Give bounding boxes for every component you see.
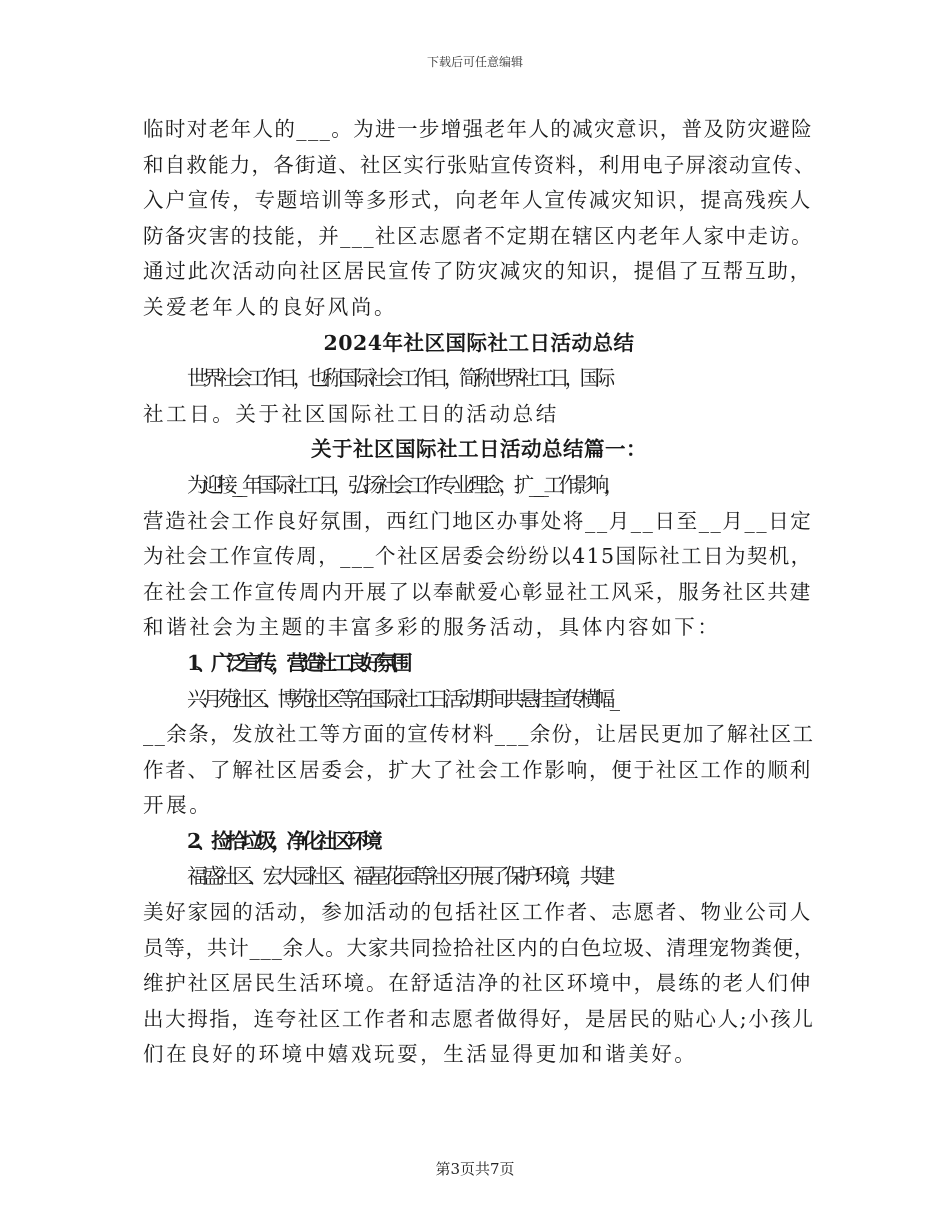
body-line: 员等，共计___余人。大家共同捡拾社区内的白色垃圾、清理宠物粪便， <box>143 935 816 960</box>
body-line: 福盛社区、宏大园社区、福星花园等社区开展了保护环境，共建 <box>187 864 610 889</box>
body-line: 作者、了解社区居委会，扩大了社会工作影响，便于社区工作的顺利 <box>143 757 812 782</box>
subheading: 1、广泛宣传，营造社工良好氛围 <box>187 650 408 675</box>
body-line: 和自救能力，各街道、社区实行张贴宣传资料，利用电子屏滚动宣传、 <box>143 152 816 177</box>
body-line: 世界社会工作日，也称国际社会工作日，简称世界社工日，国际 <box>187 366 610 391</box>
article-title: 2024年社区国际社工日活动总结 <box>323 330 635 355</box>
page-header-note: 下载后可任意编辑 <box>426 55 523 69</box>
body-line: 出大拇指，连夸社区工作者和志愿者做得好，是居民的贴心人;小孩儿 <box>143 1006 815 1031</box>
subheading: 2、捡拾垃圾，净化社区环境 <box>187 828 378 853</box>
body-line: 兴月苑社区、博苑社区等在国际社工日活动期间共悬挂宣传横幅_ <box>187 686 615 711</box>
body-line: 临时对老年人的___。为进一步增强老年人的减灾意识，普及防灾避险 <box>143 117 814 141</box>
body-line: 们在良好的环境中嬉戏玩耍，生活显得更加和谐美好。 <box>143 1042 698 1067</box>
body-line: 营造社会工作良好氛围，西红门地区办事处将__月__日至__月__日定 <box>143 508 813 533</box>
body-line: 社工日。关于社区国际社工日的活动总结 <box>143 401 559 426</box>
body-line: 关爱老年人的良好风尚。 <box>143 294 398 319</box>
body-line: 为社会工作宣传周，___个社区居委会纷纷以415国际社工日为契机， <box>143 544 813 569</box>
body-line: 维护社区居民生活环境。在舒适洁净的社区环境中，晨练的老人们伸 <box>143 971 812 996</box>
body-line: 通过此次活动向社区居民宣传了防灾减灾的知识，提倡了互帮互助， <box>143 259 812 284</box>
section-title: 关于社区国际社工日活动总结篇一： <box>311 437 647 462</box>
document-body <box>143 112 815 1073</box>
body-line: 和谐社会为主题的丰富多彩的服务活动，具体内容如下： <box>143 615 721 640</box>
body-line: 入户宣传，专题培训等多形式，向老年人宣传减灾知识，提高残疾人 <box>143 188 812 213</box>
body-line: 在社会工作宣传周内开展了以奉献爱心彰显社工风采，服务社区共建 <box>143 579 812 604</box>
page-number: 第3页共7页 <box>435 1160 515 1178</box>
body-line: 为迎接__年国际社工日，弘扬社会工作专业理念，扩___工作影响， <box>187 472 619 497</box>
body-line: __余条，发放社工等方面的宣传材料___余份，让居民更加了解社区工 <box>143 722 815 747</box>
body-line: 美好家园的活动，参加活动的包括社区工作者、志愿者、物业公司人 <box>143 900 812 925</box>
body-line: 防备灾害的技能，并___社区志愿者不定期在辖区内老年人家中走访。 <box>143 223 814 248</box>
body-line: 开展。 <box>143 793 213 818</box>
